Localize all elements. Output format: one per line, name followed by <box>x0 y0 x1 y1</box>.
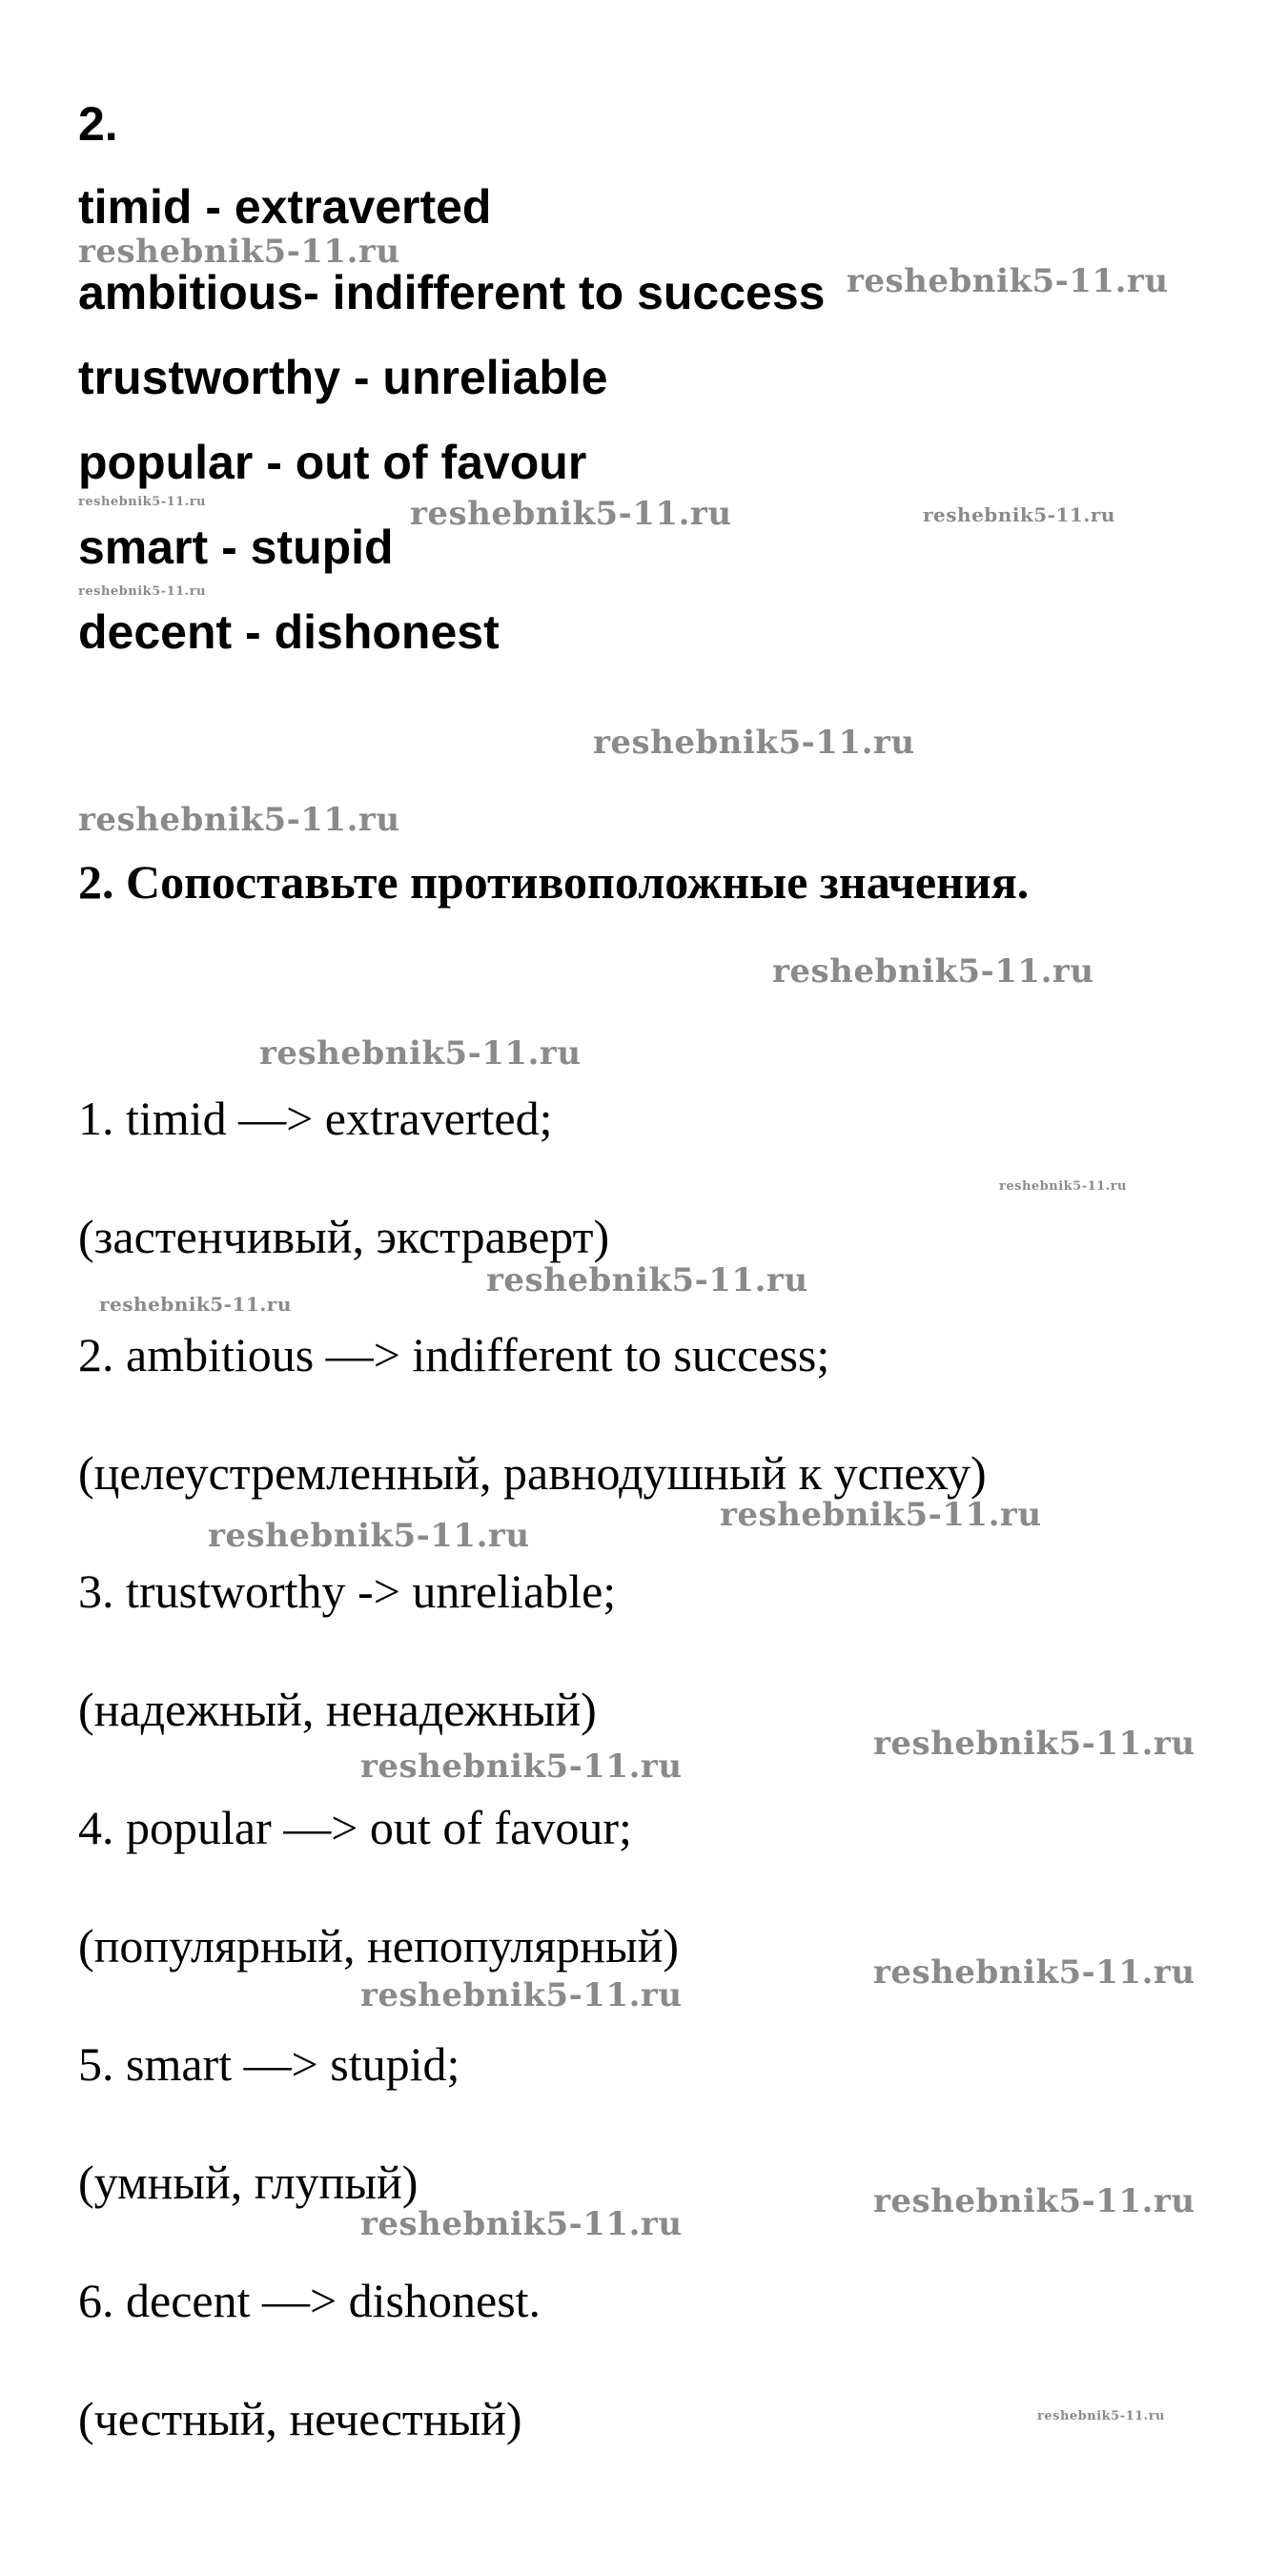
section-number: 2. <box>78 97 118 151</box>
answer-ru-1: (застенчивый, экстраверт) <box>78 1210 610 1263</box>
watermark: reshebnik5-11.ru <box>873 1953 1195 1992</box>
answer-ru-4: (популярный, непопулярный) <box>78 1919 680 1973</box>
watermark: reshebnik5-11.ru <box>999 1179 1128 1194</box>
watermark: reshebnik5-11.ru <box>78 495 207 509</box>
watermark: reshebnik5-11.ru <box>78 233 400 271</box>
watermark: reshebnik5-11.ru <box>410 495 732 533</box>
answer-en-3: 3. trustworthy -> unreliable; <box>78 1564 617 1618</box>
answer-en-1: 1. timid —> extraverted; <box>78 1092 553 1145</box>
watermark: reshebnik5-11.ru <box>259 1034 582 1073</box>
answer-en-6: 6. decent —> dishonest. <box>78 2274 541 2327</box>
watermark: reshebnik5-11.ru <box>1037 2409 1166 2423</box>
watermark: reshebnik5-11.ru <box>873 2182 1195 2220</box>
watermark: reshebnik5-11.ru <box>772 952 1094 991</box>
answer-ru-2: (целеустремленный, равнодушный к успеху) <box>78 1446 987 1500</box>
answer-en-5: 5. smart —> stupid; <box>78 2037 460 2091</box>
pair-line-5: smart - stupid <box>78 521 394 574</box>
watermark: reshebnik5-11.ru <box>360 2205 683 2243</box>
answer-en-4: 4. popular —> out of favour; <box>78 1801 632 1854</box>
pair-line-6: decent - dishonest <box>78 605 500 659</box>
answer-ru-3: (надежный, ненадежный) <box>78 1683 597 1736</box>
watermark: reshebnik5-11.ru <box>593 724 915 762</box>
answer-ru-6: (честный, нечестный) <box>78 2392 522 2445</box>
watermark: reshebnik5-11.ru <box>78 584 207 599</box>
pair-line-4: popular - out of favour <box>78 436 587 489</box>
answer-ru-5: (умный, глупый) <box>78 2156 419 2209</box>
watermark: reshebnik5-11.ru <box>873 1725 1195 1763</box>
watermark: reshebnik5-11.ru <box>208 1517 530 1555</box>
watermark: reshebnik5-11.ru <box>923 503 1115 526</box>
watermark: reshebnik5-11.ru <box>720 1496 1042 1534</box>
pair-line-1: timid - extraverted <box>78 180 492 234</box>
watermark: reshebnik5-11.ru <box>486 1261 808 1299</box>
task-heading: 2. Сопоставьте противоположные значения. <box>78 855 1030 909</box>
watermark: reshebnik5-11.ru <box>360 1976 683 2014</box>
watermark: reshebnik5-11.ru <box>847 262 1169 300</box>
answer-en-2: 2. ambitious —> indifferent to success; <box>78 1328 830 1381</box>
pair-line-3: trustworthy - unreliable <box>78 351 608 404</box>
pair-line-2: ambitious- indifferent to success <box>78 266 826 319</box>
watermark: reshebnik5-11.ru <box>78 801 400 839</box>
watermark: reshebnik5-11.ru <box>360 1748 683 1786</box>
watermark: reshebnik5-11.ru <box>99 1293 292 1316</box>
